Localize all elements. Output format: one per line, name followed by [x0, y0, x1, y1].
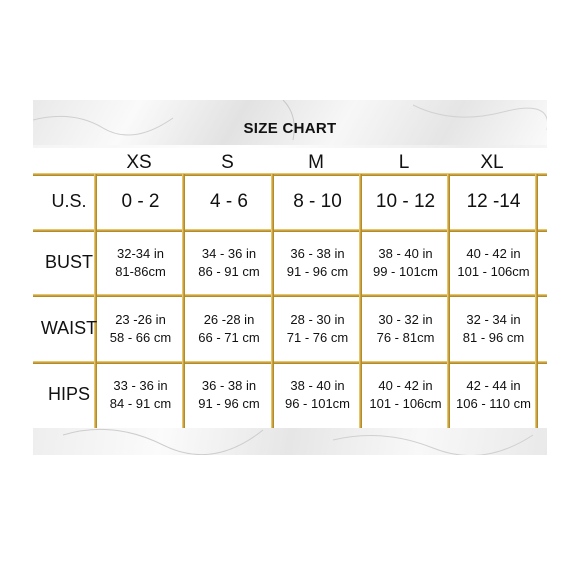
- cell-value: 40 - 42 in: [466, 245, 521, 261]
- cell-value: 42 - 44 in: [466, 378, 521, 393]
- size-header-l: L: [398, 152, 410, 173]
- size-cell: [451, 245, 536, 281]
- size-cell: [98, 245, 183, 281]
- cell-value: 12 -14: [466, 191, 521, 212]
- size-cell: [275, 377, 360, 413]
- cell-value: 99 - 101cm: [372, 263, 439, 279]
- size-header-xl: XL: [480, 152, 504, 173]
- cell-value: 32-34 in: [117, 245, 164, 261]
- size-header-m: M: [308, 152, 324, 173]
- size-header-s: S: [221, 152, 234, 173]
- size-cell: [451, 377, 536, 413]
- gold-rule-h: [33, 173, 547, 176]
- size-header-xs: XS: [126, 152, 152, 173]
- cell-value: 76 - 81cm: [376, 329, 435, 345]
- cell-value: 30 - 32 in: [378, 311, 433, 327]
- cell-value: 84 - 91 cm: [109, 396, 172, 411]
- size-cell: [98, 191, 183, 213]
- size-cell: [363, 311, 448, 347]
- size-cell: [275, 191, 360, 213]
- cell-value: 81 - 96 cm: [462, 329, 525, 345]
- cell-value: 32 - 34 in: [466, 311, 521, 327]
- size-cell: [186, 245, 272, 281]
- cell-value: 101 - 106cm: [369, 396, 442, 411]
- cell-value: 66 - 71 cm: [198, 329, 260, 345]
- chart-title: SIZE CHART: [243, 120, 337, 137]
- size-cell: [186, 377, 272, 413]
- size-cell: [275, 245, 360, 281]
- size-cell: [98, 377, 183, 413]
- size-cell: [186, 191, 272, 213]
- cell-value: 33 - 36 in: [113, 378, 168, 393]
- size-cell: [363, 191, 448, 213]
- cell-value: 10 - 12: [375, 191, 436, 212]
- cell-value: 91 - 96 cm: [286, 263, 349, 279]
- size-cell: [186, 311, 272, 347]
- cell-value: 36 - 38 in: [201, 378, 257, 393]
- size-cell: [363, 245, 448, 281]
- cell-value: 8 - 10: [293, 191, 342, 212]
- cell-value: 91 - 96 cm: [198, 396, 260, 411]
- row-label-waist: WAIST: [40, 317, 98, 338]
- cell-value: 101 - 106cm: [457, 263, 530, 279]
- size-cell: [451, 311, 536, 347]
- cell-value: 34 - 36 in: [201, 245, 257, 261]
- cell-value: 81-86cm: [115, 263, 166, 279]
- row-label-us: U.S.: [51, 191, 87, 211]
- gold-rule-h: [33, 294, 547, 297]
- row-label-bust: BUST: [44, 251, 93, 272]
- cell-value: 23 -26 in: [115, 311, 166, 327]
- cell-value: 40 - 42 in: [378, 378, 433, 393]
- cell-value: 28 - 30 in: [290, 311, 345, 327]
- cell-value: 38 - 40 in: [290, 378, 345, 393]
- cell-value: 4 - 6: [209, 191, 249, 212]
- size-cell: [275, 311, 360, 347]
- cell-value: 96 - 101cm: [284, 396, 351, 411]
- cell-value: 26 -28 in: [203, 311, 255, 327]
- cell-value: 86 - 91 cm: [198, 263, 260, 279]
- cell-value: 71 - 76 cm: [286, 329, 349, 345]
- size-cell: [363, 377, 448, 413]
- cell-value: 38 - 40 in: [378, 245, 433, 261]
- row-label-hips: HIPS: [47, 384, 90, 404]
- size-cell: [451, 191, 536, 213]
- size-cell: [98, 311, 183, 347]
- cell-value: 36 - 38 in: [290, 245, 345, 261]
- gold-rule-h: [33, 361, 547, 364]
- cell-value: 106 - 110 cm: [456, 396, 531, 411]
- cell-value: 58 - 66 cm: [109, 329, 172, 345]
- gold-rule-h: [33, 229, 547, 232]
- cell-value: 0 - 2: [121, 191, 160, 212]
